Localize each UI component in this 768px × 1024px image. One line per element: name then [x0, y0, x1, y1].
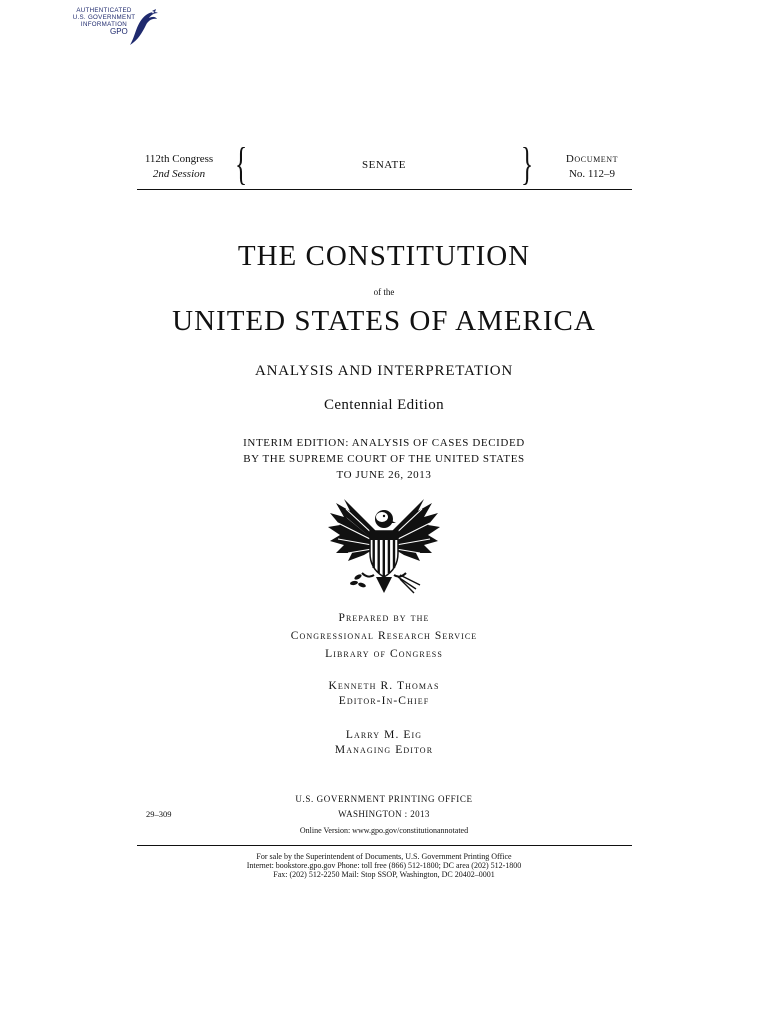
subtitle: ANALYSIS AND INTERPRETATION [254, 363, 514, 379]
edition-label: Centennial Edition [323, 397, 445, 413]
place-year: WASHINGTON : 2013 [338, 809, 430, 819]
interim-notice [0, 435, 768, 483]
logo-line-3: INFORMATION [80, 21, 128, 28]
footer-divider [137, 845, 632, 846]
eagle-seal-icon [324, 493, 444, 597]
logo-line-1: AUTHENTICATED [76, 7, 132, 14]
prepared-line-3: Library of Congress [325, 648, 443, 660]
right-brace: } [520, 138, 534, 189]
editor-name: Kenneth R. Thomas [328, 680, 440, 692]
title-connector: of the [373, 287, 395, 297]
interim-line-2: BY THE SUPREME COURT OF THE UNITED STATES [243, 453, 525, 465]
congress-session-block [136, 152, 222, 182]
document-number: No. 112–9 [568, 168, 616, 180]
managing-editor-name: Larry M. Eig [345, 729, 423, 741]
interim-line-1: INTERIM EDITION: ANALYSIS OF CASES DECIDED [243, 437, 525, 449]
logo-line-2: U.S. GOVERNMENT [72, 14, 136, 21]
document-label: Document [565, 153, 619, 165]
printing-office: U.S. GOVERNMENT PRINTING OFFICE [295, 794, 473, 804]
interim-line-3: TO JUNE 26, 2013 [336, 469, 432, 481]
prepared-line-2: Congressional Research Service [290, 630, 478, 642]
prepared-line-1: Prepared by the [338, 612, 430, 624]
sale-line-3: Fax: (202) 512-2250 Mail: Stop SSOP, Washington, DC 20402–0001 [273, 870, 495, 880]
session-number: 2nd Session [152, 168, 206, 180]
managing-editor-role: Managing Editor [334, 744, 434, 756]
gpo-authenticated-logo [66, 5, 160, 47]
editor-role: Editor-In-Chief [338, 695, 430, 707]
managing-editor-block [0, 728, 768, 758]
header-divider [137, 189, 632, 190]
chamber-label: SENATE [362, 159, 406, 171]
sale-notice [0, 852, 768, 880]
document-number-block [554, 152, 630, 182]
prepared-by-block [0, 609, 768, 663]
logo-gpo-mark: GPO [110, 27, 128, 36]
congress-number: 112th Congress [144, 153, 214, 165]
sale-line-2: Internet: bookstore.gpo.gov Phone: toll free (866) 512-1800; DC area (202) 512-1800 [246, 861, 522, 871]
online-version: Online Version: www.gpo.gov/constitutionannotated [299, 826, 469, 835]
sale-line-1: For sale by the Superintendent of Documents, U.S. Government Printing Office [256, 852, 512, 861]
country-title: UNITED STATES OF AMERICA [172, 305, 596, 337]
left-brace: { [234, 138, 248, 189]
editor-in-chief-block [0, 679, 768, 709]
job-number: 29–309 [146, 809, 172, 819]
eagle-swoosh-icon [122, 5, 160, 47]
main-title: THE CONSTITUTION [237, 240, 531, 272]
